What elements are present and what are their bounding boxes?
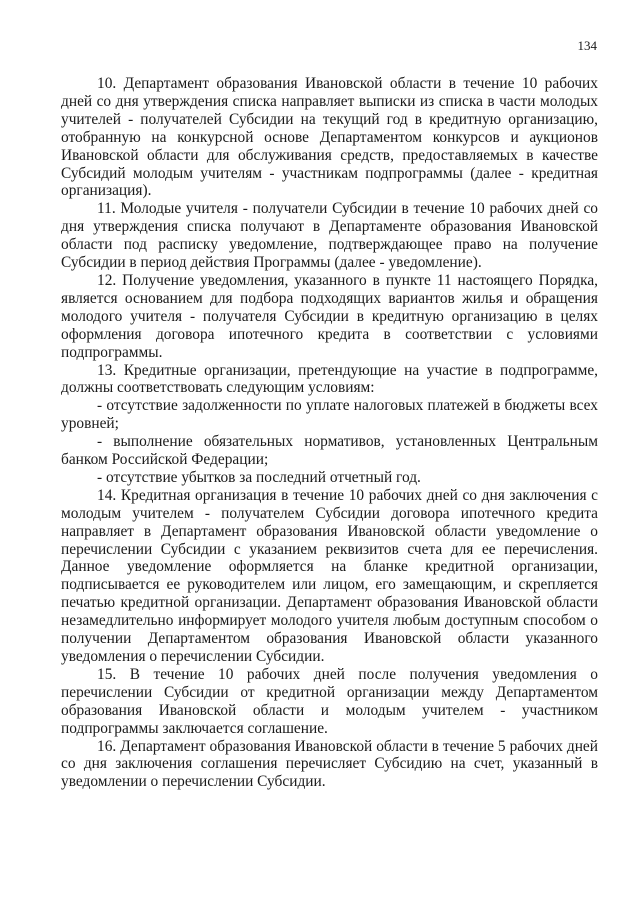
paragraph-11: 11. Молодые учителя - получатели Субсидии в течение 10 рабочих дней со дня утверждения списка получают в Департаменте образования Ивановской области под расписку уведомление, подтверждающее право на получение Субсидии в период действия Программы (далее - уведомление). [61, 200, 598, 272]
paragraph-14: 14. Кредитная организация в течение 10 рабочих дней со дня заключения с молодым учителем - получателем Субсидии договора ипотечного кредита направляет в Департамент образования Ивановской области уведомление о перечислении Субсидии с указанием реквизитов счета для ее перечисления. Данное уведомление оформляется на бланке кредитной организации, подписывается ее руководителем или лицом, его замещающим, и скрепляется печатью кредитной организации. Департамент образования Ивановской области незамедлительно информирует молодого учителя любым доступным способом о получении Департаментом образования Ивановской области указанного уведомления о перечислении Субсидии. [61, 486, 598, 665]
paragraph-13: 13. Кредитные организации, претендующие на участие в подпрограмме, должны соответствовать следующим условиям: [61, 361, 598, 397]
paragraph-10: 10. Департамент образования Ивановской области в течение 10 рабочих дней со дня утверждения списка направляет выписки из списка в части молодых учителей - получателей Субсидии на текущий год в кредитную организацию, отобранную на конкурсной основе Департаментом конкурсов и аукционов Ивановской области для обслуживания средств, предоставляемых в качестве Субсидий молодым учителям - участникам подпрограммы (далее - кредитная организация). [61, 75, 598, 200]
paragraph-12: 12. Получение уведомления, указанного в пункте 11 настоящего Порядка, является основанием для подбора подходящих вариантов жилья и обращения молодого учителя - получателя Субсидии в кредитную организацию в целях оформления договора ипотечного кредита в соответствии с условиями подпрограммы. [61, 271, 598, 361]
document-body [61, 75, 598, 791]
list-item-central-bank-norms: - выполнение обязательных нормативов, установленных Центральным банком Российской Федерации; [61, 433, 598, 469]
paragraph-16: 16. Департамент образования Ивановской области в течение 5 рабочих дней со дня заключения соглашения перечисляет Субсидию на счет, указанный в уведомлении о перечислении Субсидии. [61, 737, 598, 791]
list-item-no-losses: - отсутствие убытков за последний отчетный год. [97, 468, 421, 486]
list-item-no-tax-debt: - отсутствие задолженности по уплате налоговых платежей в бюджеты всех уровней; [61, 397, 598, 433]
paragraph-15: 15. В течение 10 рабочих дней после получения уведомления о перечислении Субсидии от кредитной организации между Департаментом образования Ивановской области и молодым учителем - участником подпрограммы заключается соглашение. [61, 665, 598, 737]
page-number: 134 [577, 38, 597, 53]
